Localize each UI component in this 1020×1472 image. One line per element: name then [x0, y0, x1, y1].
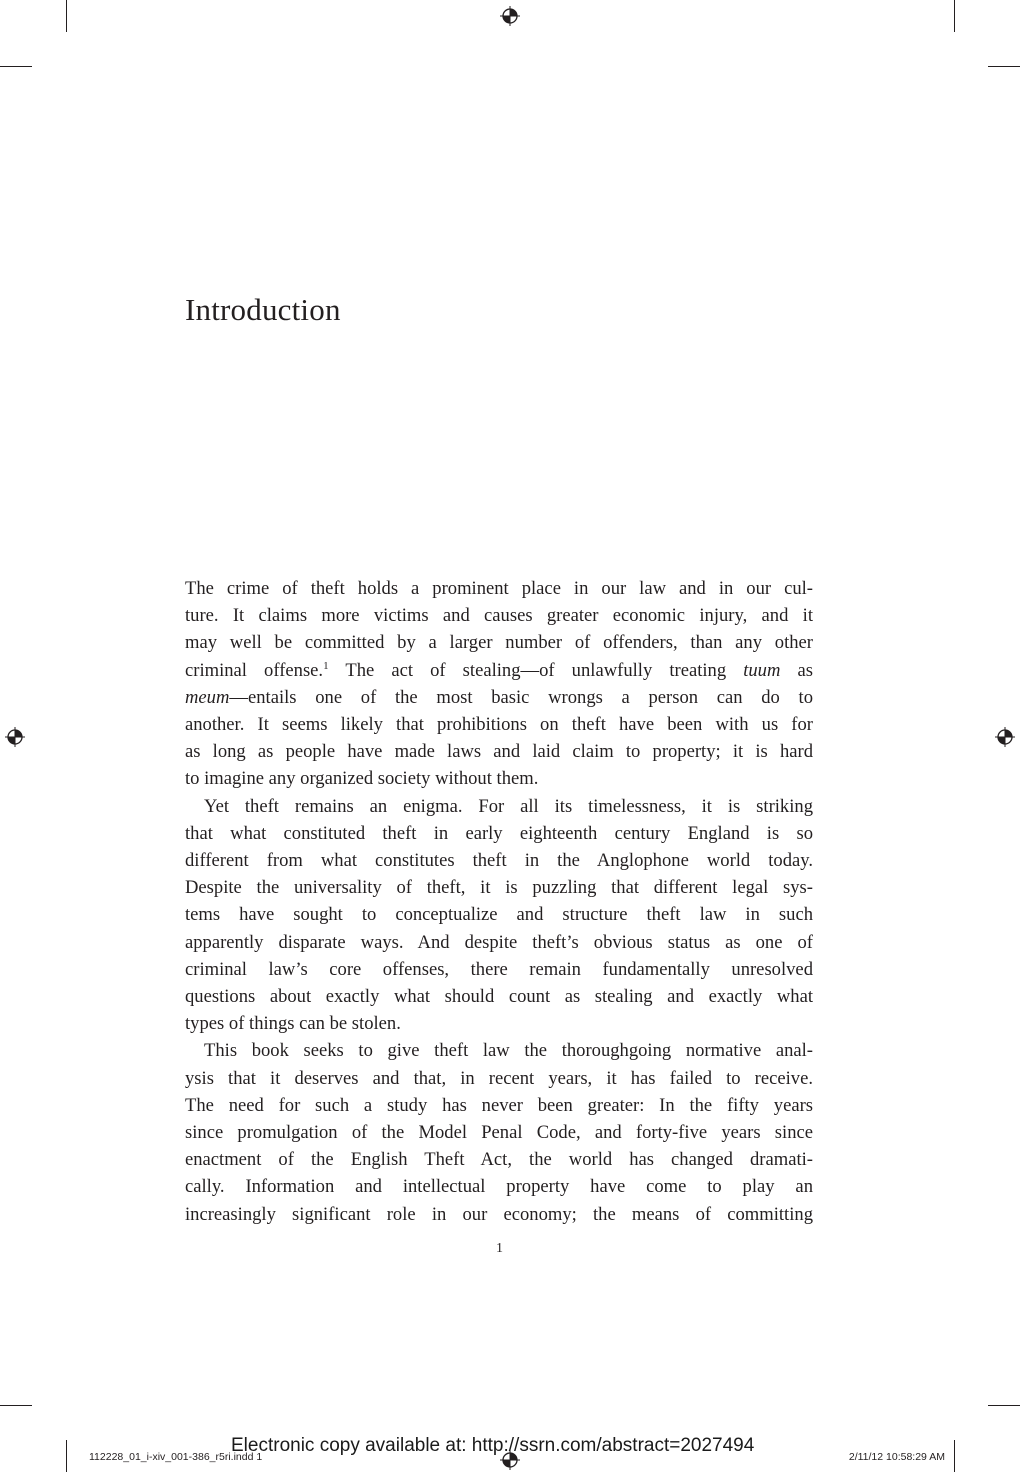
- text-line: tems have sought to conceptualize and structure theft law in such: [185, 904, 813, 926]
- page-number: 1: [496, 1241, 504, 1256]
- latin-term: tuum: [743, 659, 781, 681]
- text-line: Yet theft remains an enigma. For all its timelessness, it is striking: [204, 795, 813, 817]
- text-segment: The act of stealing—of unlawfully treating: [328, 659, 744, 681]
- text-line: as long as people have made laws and laid claim to property; it is hard: [185, 741, 813, 763]
- text-line: ture. It claims more victims and causes greater economic injury, and it: [185, 605, 813, 627]
- ssrn-availability-notice[interactable]: Electronic copy available at: http://ssrn.com/abstract=2027494: [231, 1435, 755, 1456]
- crop-mark-bottom-left-horizontal: [0, 1405, 32, 1406]
- body-text: [185, 575, 813, 1228]
- text-line: criminal law’s core offenses, there remain fundamentally unresolved: [185, 958, 813, 980]
- crop-mark-top-left-horizontal: [0, 66, 32, 67]
- footnote-reference[interactable]: 1: [323, 659, 329, 672]
- text-segment: as: [780, 659, 813, 681]
- text-line: another. It seems likely that prohibitions on theft have been with us for: [185, 714, 813, 736]
- text-line: questions about exactly what should count as stealing and exactly what: [185, 986, 813, 1008]
- registration-mark-icon: [500, 6, 520, 26]
- crop-mark-top-right-horizontal: [988, 66, 1020, 67]
- text-line: apparently disparate ways. And despite theft’s obvious status as one of: [185, 931, 813, 953]
- text-line: may well be committed by a larger number of offenders, than any other: [185, 632, 813, 654]
- text-line: [185, 684, 813, 711]
- registration-mark-icon: [995, 727, 1015, 747]
- crop-mark-top-left-vertical: [66, 0, 67, 32]
- text-line: The need for such a study has never been greater: In the fifty years: [185, 1094, 813, 1116]
- text-segment: —entails one of the most basic wrongs a person can do to: [229, 686, 813, 708]
- crop-mark-bottom-left-vertical: [66, 1440, 67, 1472]
- registration-mark-icon: [5, 727, 25, 747]
- text-segment: criminal offense.: [185, 659, 324, 681]
- text-line: increasingly significant role in our economy; the means of committing: [185, 1203, 813, 1225]
- text-line: The crime of theft holds a prominent place in our law and in our cul-: [185, 578, 813, 599]
- crop-mark-bottom-right-vertical: [954, 1440, 955, 1472]
- text-line: since promulgation of the Model Penal Code, and forty-five years since: [185, 1122, 813, 1144]
- crop-mark-top-right-vertical: [954, 0, 955, 32]
- slug-timestamp: 2/11/12 10:58:29 AM: [848, 1451, 945, 1463]
- slug-filename: 112228_01_i-xiv_001-386_r5ri.indd 1: [89, 1451, 263, 1463]
- text-line: Despite the universality of theft, it is puzzling that different legal sys-: [185, 877, 813, 899]
- text-line: This book seeks to give theft law the thoroughgoing normative anal-: [204, 1040, 813, 1062]
- text-line: [185, 657, 813, 684]
- text-line: types of things can be stolen.: [185, 1013, 401, 1035]
- text-line: to imagine any organized society without them.: [185, 768, 539, 790]
- text-line: cally. Information and intellectual property have come to play an: [185, 1176, 813, 1198]
- text-line: enactment of the English Theft Act, the world has changed dramati-: [185, 1149, 813, 1171]
- chapter-title: Introduction: [185, 292, 341, 327]
- text-line: different from what constitutes theft in the Anglophone world today.: [185, 850, 813, 872]
- text-line: that what constituted theft in early eighteenth century England is so: [185, 822, 813, 844]
- crop-mark-bottom-right-horizontal: [988, 1405, 1020, 1406]
- text-line: ysis that it deserves and that, in recent years, it has failed to receive.: [185, 1067, 813, 1089]
- latin-term: meum: [185, 686, 230, 708]
